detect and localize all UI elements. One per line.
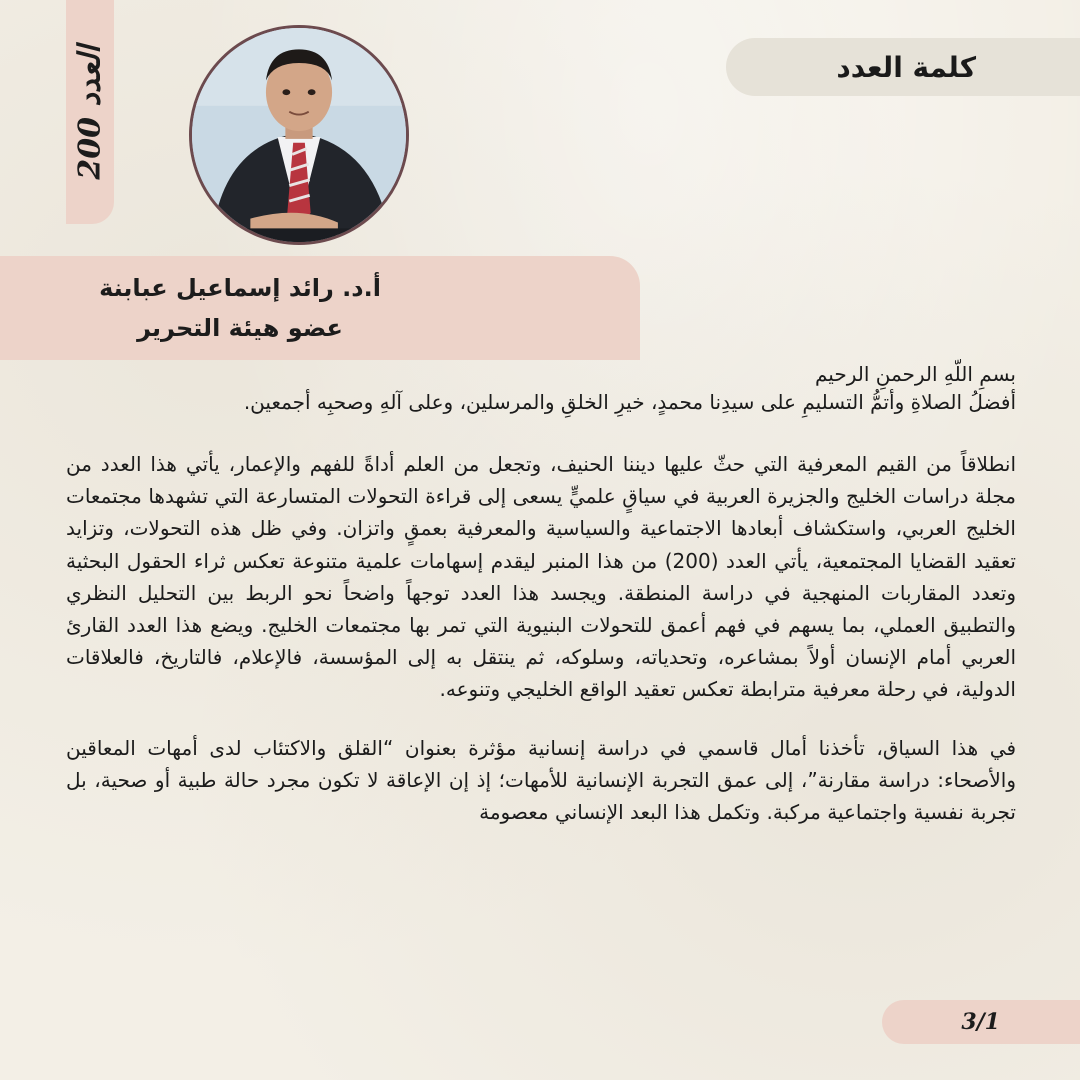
author-portrait-illustration	[192, 28, 406, 242]
article-body	[66, 360, 1016, 828]
article-paragraph: انطلاقاً من القيم المعرفية التي حثّ عليها ديننا الحنيف، وتجعل من العلم أداةً للفهم والإعمار، يأتي هذا العدد من مجلة دراسات الخليج والجزيرة العربية في سياقٍ علميٍّ يسعى إلى قراءة التحولات المتسارعة التي تشهدها مجتمعات الخليج العربي، واستكشاف أبعادها الاجتماعية والسياسية والمعرفية بعمقٍ واتزان. وفي ظل هذه التحولات، وتزايد تعقيد القضايا المجتمعية، يأتي العدد (200) من هذا المنبر ليقدم إسهامات علمية متنوعة تعكس ثراء الحقول البحثية وتعدد المقاربات المنهجية في دراسة المنطقة. ويجسد هذا العدد توجهاً واضحاً نحو الربط بين التحليل النظري والتطبيق العملي، بما يسهم في فهم أعمق للتحولات البنيوية التي تمر بها مجتمعات الخليج. ويضع هذا العدد القارئ العربي أمام الإنسان أولاً بمشاعره، وتحدياته، وسلوكه، ثم ينتقل به إلى المؤسسة، فالإعلام، فالتاريخ، فالعلاقات الدولية، في رحلة معرفية مترابطة تعكس تعقيد الواقع الخليجي وتنوعه.	[66, 452, 1016, 702]
section-title: كلمة العدد	[836, 50, 976, 84]
author-role: عضو هيئة التحرير	[137, 314, 343, 342]
salutation-line: أفضلُ الصلاةِ وأتمُّ التسليمِ على سيدِنا محمدٍ، خيرِ الخلقِ والمرسلين، وعلى آلهِ وصحبِه أجمعين.	[243, 390, 1016, 414]
author-info-box	[0, 256, 640, 360]
page-indicator: 3/1	[961, 1009, 1000, 1035]
basmala-line: بسمِ اللّهِ الرحمنِ الرحيم	[814, 362, 1016, 386]
author-name: أ.د. رائد إسماعيل عبابنة	[99, 274, 381, 302]
section-header-banner	[726, 38, 1080, 96]
author-photo	[189, 25, 409, 245]
opening-block	[66, 360, 1016, 416]
issue-number-tab	[66, 0, 114, 224]
article-paragraph: في هذا السياق، تأخذنا أمال قاسمي في دراسة إنسانية مؤثرة بعنوان “القلق والاكتئاب لدى أمهات المعاقين والأصحاء: دراسة مقارنة”، إلى عمق التجربة الإنسانية للأمهات؛ إذ إن الإعاقة لا تكون مجرد حالة طبية أو صحية، بل تجربة نفسية واجتماعية مركبة. وتكمل هذا البعد الإنساني معصومة	[66, 735, 1016, 825]
issue-number-label: العدد 200	[72, 44, 108, 180]
page-indicator-tab	[882, 1000, 1080, 1044]
